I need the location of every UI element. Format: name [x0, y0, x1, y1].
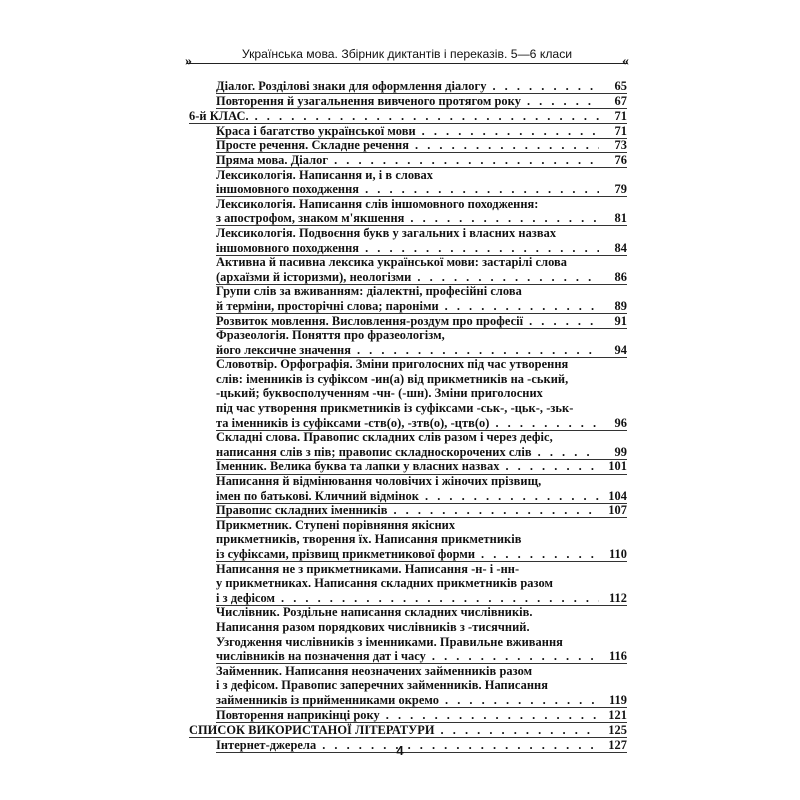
- toc-entry-text: та іменників із суфіксами -ств(о), -зтв(о), -цтв(о): [216, 415, 490, 430]
- toc-entry-last-line: [216, 314, 627, 329]
- toc-entry-text: Іменник. Велика буква та лапки у власних назвах: [216, 459, 500, 474]
- toc-page-number: 127: [608, 737, 627, 752]
- toc-entry: [189, 109, 627, 124]
- dot-leader: [445, 299, 599, 314]
- toc-entry-last-line: [216, 138, 627, 153]
- toc-page-number: 104: [608, 488, 627, 503]
- toc-page-number: 121: [608, 707, 627, 722]
- toc-entry: [189, 94, 627, 109]
- toc-entry-last-line: [216, 503, 627, 518]
- toc-entry-text: Просте речення. Складне речення: [216, 138, 409, 153]
- toc-entry-text: числівників на позначення дат і часу: [216, 649, 426, 664]
- table-of-contents: [189, 79, 627, 752]
- toc-entry-text: Складні слова. Правопис складних слів разом і через дефіс,: [216, 430, 553, 445]
- toc-page-number: 94: [614, 342, 627, 357]
- toc-entry-text: займенників із прийменниками окремо: [216, 692, 439, 707]
- toc-entry-last-line: [216, 459, 627, 474]
- toc-entry: [189, 430, 627, 459]
- toc-entry: [189, 474, 627, 503]
- toc-entry-text: СПИСОК ВИКОРИСТАНОЇ ЛІТЕРАТУРИ: [189, 723, 435, 738]
- toc-entry-text: Написання й відмінювання чоловічих і жіночих прізвищ,: [216, 474, 542, 489]
- dot-leader: [441, 723, 599, 738]
- toc-entry-text: прикметників, творення їх. Написання прикметників: [216, 532, 522, 547]
- dot-leader: [445, 693, 599, 708]
- toc-entry-text: Займенник. Написання неозначених займенників разом: [216, 663, 533, 678]
- toc-page-number: 71: [614, 109, 627, 124]
- toc-entry-text: (архаїзми й історизми), неологізми: [216, 269, 412, 284]
- toc-entry: [189, 226, 627, 255]
- toc-entry-text: і з дефісом: [216, 590, 275, 605]
- toc-entry-text: Пряма мова. Діалог: [216, 152, 329, 167]
- toc-entry-last-line: [216, 182, 627, 197]
- toc-entry-text: його лексичне значення: [216, 342, 351, 357]
- dot-leader: [357, 343, 599, 358]
- toc-entry-last-line: [216, 124, 627, 139]
- dot-leader: [365, 182, 599, 197]
- toc-entry-last-line: [216, 416, 627, 431]
- toc-entry-text: у прикметниках. Написання складних прикметників разом: [216, 576, 553, 591]
- toc-entry-text: написання слів з пів; правопис складноскорочених слів: [216, 444, 532, 459]
- toc-entry-text: 6-й КЛАС.: [189, 109, 249, 124]
- toc-entry-text: Інтернет-джерела: [216, 737, 317, 752]
- toc-entry-text: із суфіксами, прізвищ прикметникової форми: [216, 547, 476, 561]
- toc-page-number: 99: [614, 444, 627, 459]
- toc-page-number: 96: [614, 415, 627, 430]
- toc-entry: [189, 284, 627, 313]
- toc-page-number: 84: [614, 240, 627, 255]
- toc-entry-text: іншомовного походження: [216, 182, 360, 197]
- toc-entry-text: Повторення й узагальнення вивченого протягом року: [216, 93, 521, 108]
- toc-entry: [189, 79, 627, 94]
- dot-leader: [393, 503, 599, 518]
- dot-leader: [527, 94, 599, 109]
- toc-entry-last-line: [216, 445, 627, 460]
- dot-leader: [255, 109, 599, 124]
- toc-entry: [189, 562, 627, 606]
- toc-entry: [189, 138, 627, 153]
- dot-leader: [410, 211, 599, 226]
- dot-leader: [495, 416, 599, 431]
- header-quote-left: »: [185, 54, 192, 69]
- toc-entry: [189, 168, 627, 197]
- toc-page-number: 81: [614, 211, 627, 226]
- toc-entry-text: під час утворення прикметників із суфіксами -ськ-, -цьк-, -зьк-: [216, 401, 574, 416]
- dot-leader: [505, 459, 599, 474]
- toc-page-number: 116: [608, 649, 627, 664]
- dot-leader: [432, 649, 599, 664]
- header-rule: [187, 63, 627, 64]
- toc-entry-text: іншомовного походження: [216, 240, 360, 255]
- toc-entry-text: Діалог. Розділові знаки для оформлення діалогу: [216, 79, 487, 93]
- toc-entry: [189, 503, 627, 518]
- toc-entry: [189, 124, 627, 139]
- toc-entry: [189, 518, 627, 562]
- toc-entry-text: Написання не з прикметниками. Написання -н- і -нн-: [216, 561, 520, 576]
- toc-page-number: 71: [614, 123, 627, 138]
- toc-entry: [189, 153, 627, 168]
- toc-entry-last-line: [216, 79, 627, 94]
- toc-page-number: 91: [614, 313, 627, 328]
- dot-leader: [538, 445, 599, 460]
- toc-entry-last-line: [216, 649, 627, 664]
- dot-leader: [422, 124, 599, 139]
- toc-entry: [189, 197, 627, 226]
- toc-entry-last-line: [216, 591, 627, 606]
- toc-entry-text: Краса і багатство української мови: [216, 123, 416, 138]
- toc-entry-text: Прикметник. Ступені порівняння якісних: [216, 517, 456, 532]
- toc-entry-last-line: [216, 270, 627, 285]
- toc-entry-text: і з дефісом. Правопис заперечних займенників. Написання: [216, 678, 549, 693]
- toc-page-number: 112: [608, 590, 627, 605]
- dot-leader: [529, 314, 599, 329]
- toc-entry-last-line: [216, 241, 627, 256]
- dot-leader: [281, 591, 599, 606]
- toc-entry: [189, 708, 627, 723]
- header-quote-right: «: [622, 54, 629, 69]
- toc-entry-text: Повторення наприкінці року: [216, 707, 380, 722]
- toc-page-number: 76: [614, 152, 627, 167]
- toc-page-number: 119: [608, 692, 627, 707]
- dot-leader: [386, 708, 599, 723]
- toc-entry-text: Лексикологія. Написання и, і в словах: [216, 167, 434, 182]
- toc-page-number: 73: [614, 138, 627, 153]
- toc-entry-text: Групи слів за вживанням: діалектні, професійні слова: [216, 284, 522, 299]
- toc-entry-last-line: [216, 693, 627, 708]
- toc-entry-text: імен по батькові. Кличний відмінок: [216, 488, 419, 503]
- toc-entry: [189, 605, 627, 663]
- toc-entry: [189, 357, 627, 430]
- toc-entry-last-line: [216, 299, 627, 314]
- toc-page-number: 79: [614, 182, 627, 197]
- toc-entry-last-line: [216, 489, 627, 504]
- dot-leader: [334, 153, 599, 168]
- toc-page-number: 110: [608, 547, 627, 561]
- toc-entry-text: Активна й пасивна лексика української мови: застарілі слова: [216, 255, 568, 270]
- toc-page-number: 101: [608, 459, 627, 474]
- toc-entry-text: Словотвір. Орфографія. Зміни приголосних під час утворення: [216, 357, 569, 372]
- toc-entry-last-line: [216, 708, 627, 723]
- toc-entry-last-line: [216, 94, 627, 109]
- toc-page-number: 67: [614, 93, 627, 108]
- running-header: [185, 47, 629, 76]
- toc-entry-text: Числівник. Роздільне написання складних числівників.: [216, 605, 533, 620]
- toc-entry-text: Правопис складних іменників: [216, 503, 388, 518]
- toc-entry-last-line: [189, 723, 627, 738]
- dot-leader: [492, 79, 599, 94]
- toc-entry: [189, 664, 627, 708]
- dot-leader: [415, 138, 599, 153]
- toc-entry: [189, 314, 627, 329]
- dot-leader: [425, 489, 599, 504]
- page-number: 4: [396, 743, 404, 758]
- toc-entry-text: слів: іменників із суфіксом -ин(а) від прикметників на -ський,: [216, 371, 569, 386]
- toc-entry-last-line: [216, 153, 627, 168]
- toc-entry-text: Розвиток мовлення. Висловлення-роздум про професії: [216, 313, 524, 328]
- toc-entry-last-line: [216, 547, 627, 562]
- header-title: Українська мова. Збірник диктантів і переказів. 5—6 класи: [241, 47, 573, 61]
- toc-entry: [189, 255, 627, 284]
- toc-entry-text: Написання разом порядкових числівників з -тисячний.: [216, 619, 530, 634]
- toc-entry-text: Лексикологія. Написання слів іншомовного походження:: [216, 196, 539, 211]
- toc-entry-last-line: [216, 343, 627, 358]
- toc-entry-text: -цький; буквосполученням -чн- (-шн). Зміни приголосних: [216, 386, 543, 401]
- toc-entry-last-line: [216, 211, 627, 226]
- dot-leader: [417, 270, 599, 285]
- toc-entry-last-line: [189, 109, 627, 124]
- toc-page-number: 89: [614, 298, 627, 313]
- toc-entry-text: Узгодження числівників з іменниками. Правильне вживання: [216, 634, 563, 649]
- toc-page-number: 86: [614, 269, 627, 284]
- toc-entry-text: Лексикологія. Подвоєння букв у загальних і власних назвах: [216, 225, 557, 240]
- toc-entry: [189, 723, 627, 738]
- toc-page-number: 65: [614, 79, 627, 93]
- toc-entry-text: Фразеологія. Поняття про фразеологізм,: [216, 328, 445, 343]
- toc-entry-text: з апострофом, знаком м'якшення: [216, 211, 405, 226]
- toc-page-number: 107: [608, 503, 627, 518]
- toc-entry-text: й терміни, просторічні слова; пароніми: [216, 298, 439, 313]
- toc-page-number: 125: [608, 723, 627, 738]
- toc-entry: [189, 328, 627, 357]
- toc-entry: [189, 459, 627, 474]
- dot-leader: [365, 241, 599, 256]
- dot-leader: [481, 547, 599, 562]
